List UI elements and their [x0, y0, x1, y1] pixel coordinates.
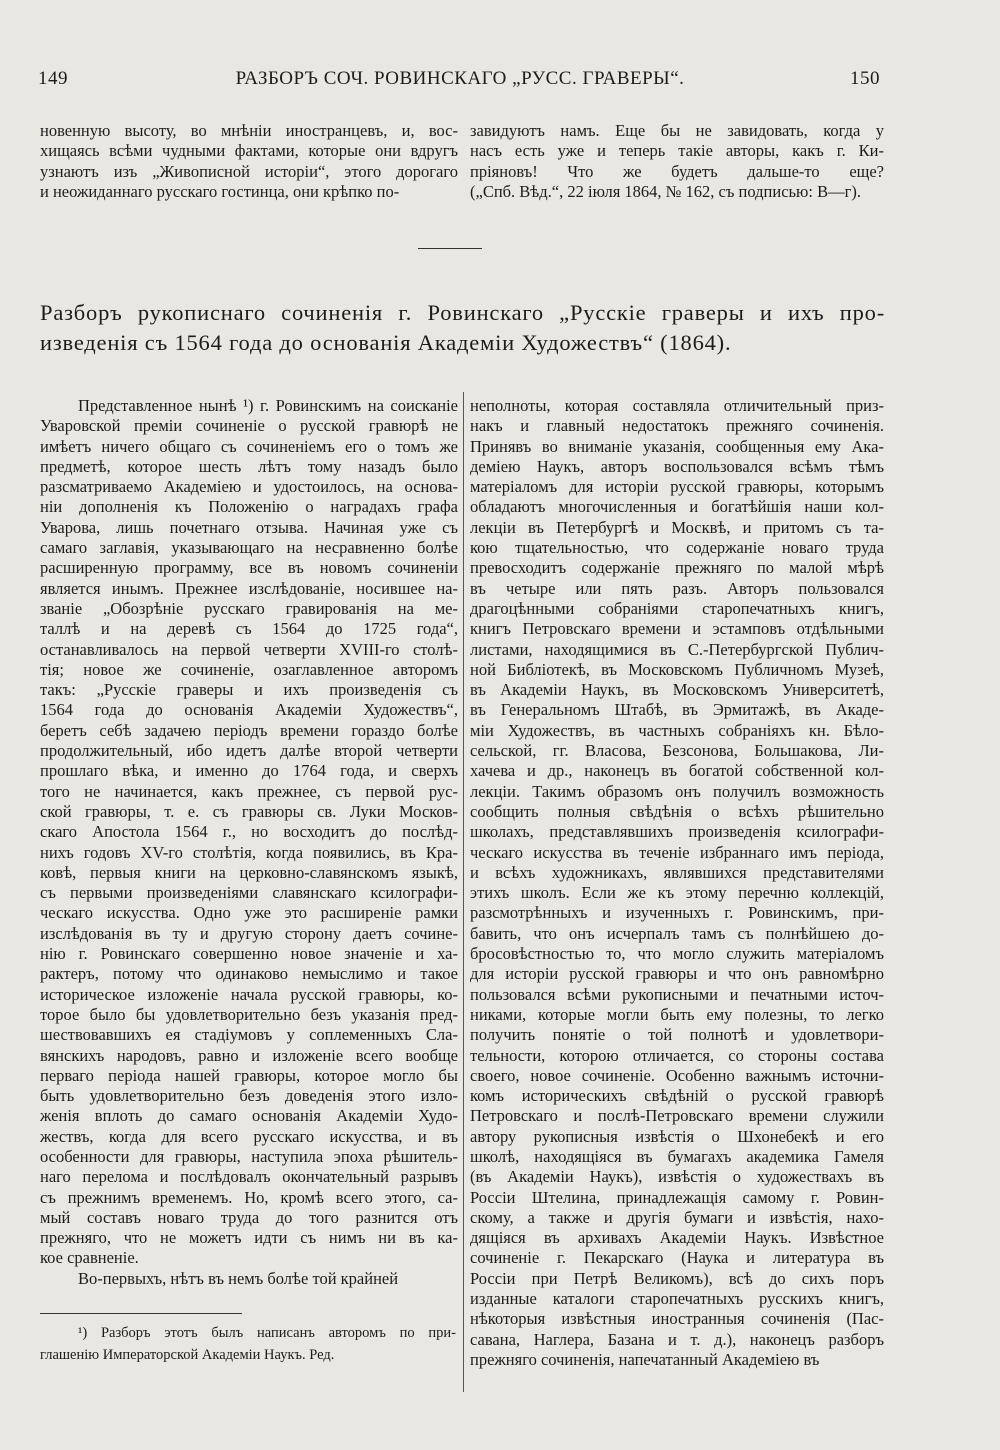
footnote: [40, 1322, 456, 1366]
text-line: и всѣхъ художникахъ, являвшихся представителями: [470, 862, 884, 882]
text-line: беретъ себѣ задачею періодъ времени гораздо болѣе: [40, 720, 458, 740]
text-line: дящіяся въ архивахъ Академіи Наукъ. Извѣстное: [470, 1228, 884, 1248]
text-line: бросовѣстностью то, что могло служить матеріаломъ: [470, 944, 884, 964]
text-line: автору рукописныя извѣстія о Шхонебекѣ и его: [470, 1126, 884, 1146]
text-line: Разборъ рукописнаго сочиненія г. Ровинскаго „Русскіе граверы и ихъ про-: [40, 300, 885, 325]
text-line: кою тщательностью, что содержаніе новаго труда: [470, 538, 884, 558]
text-line: ¹) Разборъ этотъ былъ написанъ авторомъ по при-: [78, 1325, 456, 1341]
text-line: (въ Академіи Наукъ), извѣстія о художествахъ въ: [470, 1167, 884, 1187]
text-line: шествовавшихъ ея стадіумовъ у соплеменныхъ Сла-: [40, 1025, 458, 1045]
text-line: съ первыми произведеніями славянскаго ксилографи-: [40, 883, 458, 903]
footnote-rule: [40, 1313, 242, 1314]
top-right-column: [470, 121, 884, 202]
text-line: новенную высоту, во мнѣніи иностранцевъ, и, вос-: [40, 121, 458, 140]
text-line: сельской, гг. Власова, Безсонова, Большакова, Ли-: [470, 741, 884, 761]
text-line: изданные каталоги старопечатныхъ русскихъ книгъ,: [470, 1289, 884, 1309]
text-line: въ Академіи Наукъ, въ Московскомъ Университетѣ,: [470, 680, 884, 700]
text-line: неполноты, которая составляла отличительный приз-: [470, 396, 884, 415]
text-line: получить понятіе о той полнотѣ и удовлетвори-: [470, 1025, 884, 1045]
text-line: Петровскаго и послѣ-Петровскаго времени служили: [470, 1106, 884, 1126]
text-line: перваго періода нашей гравюры, которое могло бы: [40, 1065, 458, 1085]
text-line: пріяновъ! Что же будетъ дальше-то еще?: [470, 161, 884, 181]
text-line: Уваровской преміи сочиненіе о русской гравюрѣ не: [40, 416, 458, 436]
top-left-column: [40, 121, 458, 202]
text-line: нію г. Ровинскаго совершенно новое значеніе и ха-: [40, 944, 458, 964]
text-line: міи Художествъ, въ частныхъ собраніяхъ кн. Бѣло-: [470, 720, 884, 740]
text-line: ческаго искусства въ теченіе избраннаго имъ періода,: [470, 842, 884, 862]
text-line: книгъ Петровскаго времени и эстамповъ отдѣльными: [470, 619, 884, 639]
text-line: превосходитъ содержаніе прежняго по малой мѣрѣ: [470, 558, 884, 578]
text-line: въ четыре или пять разъ. Авторъ пользовался: [470, 578, 884, 598]
section-separator: [418, 248, 482, 249]
text-line: имѣетъ ничего общаго съ сочиненіемъ его о томъ же: [40, 436, 458, 456]
text-line: кое сравненіе.: [40, 1248, 139, 1268]
text-line: тельности, которою отличается, со стороны состава: [470, 1045, 884, 1065]
article-title: [40, 298, 885, 358]
text-line: прошлаго вѣка, и именно до 1764 года, и сверхъ: [40, 761, 458, 781]
text-line: разсматриваемо Академіею и удостоилось, на основа-: [40, 477, 458, 497]
text-line: торое было бы удовлетворительно безъ указанія пред-: [40, 1004, 458, 1024]
text-line: того не начинается, какъ прежнее, съ первой рус-: [40, 781, 458, 801]
text-line: драгоцѣнными собраніями старопечатныхъ книгъ,: [470, 598, 884, 618]
text-line: ніи дополненія къ Положенію о наградахъ графа: [40, 497, 458, 517]
text-line: Представленное нынѣ ¹) г. Ровинскимъ на соисканіе: [78, 396, 458, 415]
text-line: школахъ, представлявшихъ произведенія ксилографи-: [470, 822, 884, 842]
text-line: деміею Наукъ, авторъ воспользовался всѣмъ тѣмъ: [470, 456, 884, 476]
text-line: ческаго искусства. Одно уже это расширеніе рамки: [40, 903, 458, 923]
text-line: хищаясь всѣми чудными фактами, которые они вдругъ: [40, 141, 458, 161]
text-line: нихъ годовъ XV-го столѣтія, когда появились, въ Кра-: [40, 842, 458, 862]
text-line: лекціи. Такимъ образомъ онъ получилъ возможность: [470, 781, 884, 801]
text-line: нѣкоторыя извѣстныя иностранныя сочиненія (Пас-: [470, 1309, 884, 1329]
text-line: наго перелома и послѣдовалъ окончательный разрывъ: [40, 1167, 458, 1187]
text-line: никами, которые могли быть ему полезны, то легко: [470, 1004, 884, 1024]
body-left-column: [40, 396, 458, 1289]
text-line: глашенію Императорской Академіи Наукъ. Ред.: [40, 1347, 335, 1363]
text-line: накъ и главный недостатокъ прежняго сочиненія.: [470, 416, 884, 436]
text-line: Принявъ во вниманіе указанія, сообщенныя ему Ака-: [470, 436, 884, 456]
text-line: жествъ, когда для всего русскаго искусства, и въ: [40, 1126, 458, 1146]
text-line: этихъ школъ. Если же къ этому перечню коллекцій,: [470, 883, 884, 903]
text-line: насъ есть уже и теперь такіе авторы, какъ г. Ки-: [470, 141, 884, 161]
text-line: („Спб. Вѣд.“, 22 іюля 1864, № 162, съ подписью: В—г).: [470, 181, 861, 201]
text-line: такъ: „Русскіе граверы и ихъ произведенія съ: [40, 680, 458, 700]
text-line: историческое изложеніе начала русской гравюры, ко-: [40, 984, 458, 1004]
text-line: таллѣ и на деревѣ съ 1564 до 1725 года“,: [40, 619, 458, 639]
text-line: хачева и др., наконецъ въ богатой собственной кол-: [470, 761, 884, 781]
text-line: является инымъ. Прежнее изслѣдованіе, носившее на-: [40, 578, 458, 598]
text-line: школѣ, находящіяся въ бумагахъ академика Гамеля: [470, 1146, 884, 1166]
text-line: мый составъ новаго труда до того разнится отъ: [40, 1207, 458, 1227]
text-line: изведенія съ 1564 года до основанія Академіи Художествъ“ (1864).: [40, 330, 732, 355]
text-line: Уварова, лишь почетнаго отзыва. Начиная уже съ: [40, 517, 458, 537]
text-line: матеріаломъ для исторіи русской гравюры, которымъ: [470, 477, 884, 497]
text-line: узнаютъ изъ „Живописной исторіи“, этого дорогаго: [40, 161, 458, 181]
text-line: расширенную программу, все въ новомъ сочиненіи: [40, 558, 458, 578]
text-line: тія; новое же сочиненіе, озаглавленное авторомъ: [40, 659, 458, 679]
text-line: рактеръ, потому что одинаково немыслимо и такое: [40, 964, 458, 984]
text-line: обладаютъ многочисленныя и богатѣйшія наши кол-: [470, 497, 884, 517]
page-number-right: 150: [850, 68, 880, 89]
text-line: Во-первыхъ, нѣтъ въ немъ болѣе той крайней: [78, 1268, 399, 1288]
text-line: лекціи въ Петербургѣ и Москвѣ, и притомъ съ та-: [470, 517, 884, 537]
text-line: для исторіи русской гравюры и что онъ равномѣрно: [470, 964, 884, 984]
text-line: ной Библіотекѣ, въ Московскомъ Публичномъ Музеѣ,: [470, 659, 884, 679]
text-line: въ Генеральномъ Штабѣ, въ Эрмитажѣ, въ Акаде-: [470, 700, 884, 720]
text-line: завидуютъ намъ. Еще бы не завидовать, когда у: [470, 121, 884, 140]
page-number-left: 149: [38, 68, 68, 89]
text-line: листами, находящимися въ С.-Петербургской Публич-: [470, 639, 884, 659]
text-line: прежняго сочиненія, напечатанный Академіею въ: [470, 1349, 820, 1369]
text-line: вянскихъ народовъ, равно и изложеніе всего вообще: [40, 1045, 458, 1065]
text-line: предметѣ, которое шесть лѣтъ тому назадъ было: [40, 456, 458, 476]
text-line: самаго заглавія, указывающаго на несравненно болѣе: [40, 538, 458, 558]
text-line: пользовался всѣми рукописными и печатными источ-: [470, 984, 884, 1004]
text-line: разсмотрѣнныхъ и изученныхъ г. Ровинскимъ, при-: [470, 903, 884, 923]
text-line: скому, а также и другія бумаги и извѣстія, нахо-: [470, 1207, 884, 1227]
text-line: званіе „Обозрѣніе русскаго гравированія на ме-: [40, 598, 458, 618]
column-divider: [463, 392, 464, 1392]
text-line: Россіи при Петрѣ Великомъ), всѣ до сихъ поръ: [470, 1268, 884, 1288]
text-line: останавливалось на первой четверти XVIII-го столѣ-: [40, 639, 458, 659]
running-head: РАЗБОРЪ СОЧ. РОВИНСКАГО „РУСС. ГРАВЕРЫ“.: [235, 68, 685, 89]
text-line: комъ историческихъ свѣдѣній о русской гравюрѣ: [470, 1086, 884, 1106]
text-line: прежняго, что не можетъ идти съ нимъ ни въ ка-: [40, 1228, 458, 1248]
text-line: сообщить полныя свѣдѣнія о всѣхъ рѣшительно: [470, 801, 884, 821]
text-line: ковѣ, первыя книги на церковно-славянскомъ языкѣ,: [40, 862, 458, 882]
text-line: быть удовлетворительно безъ доведенія этого изло-: [40, 1086, 458, 1106]
text-line: изслѣдованія въ ту и другую сторону даетъ сочине-: [40, 923, 458, 943]
text-line: своего, новое сочиненіе. Особенно важнымъ источни-: [470, 1065, 884, 1085]
text-line: ской гравюры, т. е. съ гравюры св. Луки Москов-: [40, 801, 458, 821]
text-line: бавить, что онъ исчерпалъ тамъ съ полнѣйшею до-: [470, 923, 884, 943]
text-line: женія вплоть до самаго основанія Академіи Худо-: [40, 1106, 458, 1126]
text-line: и неожиданнаго русскаго гостинца, они крѣпко по-: [40, 181, 400, 201]
text-line: Россіи Штелина, принадлежащія самому г. Ровин-: [470, 1187, 884, 1207]
text-line: продолжительный, ибо идетъ далѣе второй четверти: [40, 741, 458, 761]
text-line: 1564 года до основанія Академіи Художествъ“,: [40, 700, 458, 720]
text-line: особенности для гравюры, наступила эпоха рѣшитель-: [40, 1146, 458, 1166]
body-right-column: [470, 396, 884, 1370]
text-line: савана, Наглера, Базана и т. д.), наконецъ разборъ: [470, 1329, 884, 1349]
text-line: скаго Апостола 1564 г., но восходитъ до послѣд-: [40, 822, 458, 842]
text-line: съ прежнимъ временемъ. Но, кромѣ всего этого, са-: [40, 1187, 458, 1207]
text-line: сочиненіе г. Пекарскаго (Наука и литература въ: [470, 1248, 884, 1268]
